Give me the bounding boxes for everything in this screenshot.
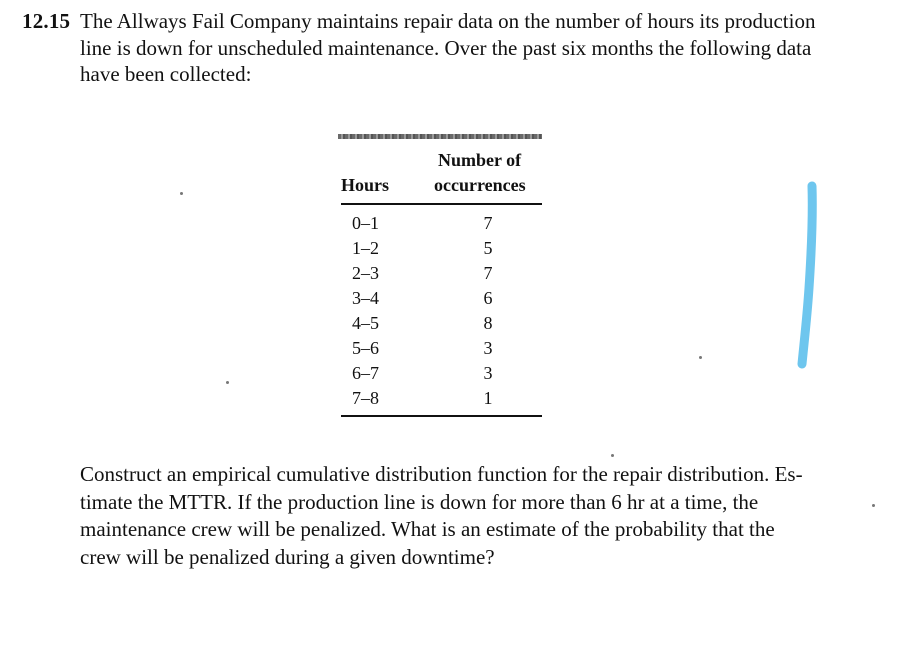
cell-occurrences: 7	[483, 213, 493, 233]
scan-speck	[180, 192, 183, 195]
table-row	[338, 286, 542, 311]
problem-question	[80, 461, 880, 571]
problem-intro	[80, 8, 880, 88]
table-row	[338, 261, 542, 286]
header-occurrences-line2: occurrences	[434, 175, 526, 195]
cell-occurrences: 1	[483, 388, 493, 408]
cell-occurrences: 3	[483, 338, 493, 358]
table-row	[338, 361, 542, 386]
cell-hours: 2–3	[352, 263, 379, 283]
scan-speck	[872, 504, 875, 507]
cell-hours: 1–2	[352, 238, 379, 258]
cell-hours: 6–7	[352, 363, 379, 383]
problem-number: 12.15	[22, 9, 71, 33]
header-rule	[341, 203, 542, 205]
cell-hours: 5–6	[352, 338, 379, 358]
scan-speck	[611, 454, 614, 457]
cell-occurrences: 7	[483, 263, 493, 283]
table-body	[338, 211, 542, 411]
table-row	[338, 311, 542, 336]
scan-speck	[699, 356, 702, 359]
cell-hours: 7–8	[352, 388, 379, 408]
intro-line: line is down for unscheduled maintenance. Over the past six months the following data	[80, 35, 812, 60]
intro-line: have been collected:	[80, 62, 252, 86]
pen-stroke	[802, 186, 812, 364]
question-line: crew will be penalized during a given downtime?	[80, 544, 495, 569]
cell-occurrences: 6	[483, 288, 493, 308]
pen-highlight-mark	[790, 178, 826, 374]
table-bottom-rule	[341, 415, 542, 417]
cell-occurrences: 3	[483, 363, 493, 383]
table-row	[338, 211, 542, 236]
cell-occurrences: 8	[483, 313, 493, 333]
table-row	[338, 386, 542, 411]
header-occurrences-line1: Number of	[438, 150, 522, 170]
table-row	[338, 236, 542, 261]
cell-hours: 0–1	[352, 213, 379, 233]
cell-hours: 3–4	[352, 288, 379, 308]
cell-hours: 4–5	[352, 313, 379, 333]
table-row	[338, 336, 542, 361]
table-top-rule	[338, 134, 542, 139]
cell-occurrences: 5	[483, 238, 493, 258]
question-line: timate the MTTR. If the production line is down for more than 6 hr at a time, the	[80, 489, 759, 514]
header-hours: Hours	[341, 175, 390, 195]
scan-speck	[226, 381, 229, 384]
question-line: Construct an empirical cumulative distribution function for the repair distribution. Es-	[80, 462, 803, 486]
intro-line: The Allways Fail Company maintains repair data on the number of hours its production	[80, 9, 816, 33]
question-line: maintenance crew will be penalized. What is an estimate of the probability that the	[80, 517, 775, 541]
